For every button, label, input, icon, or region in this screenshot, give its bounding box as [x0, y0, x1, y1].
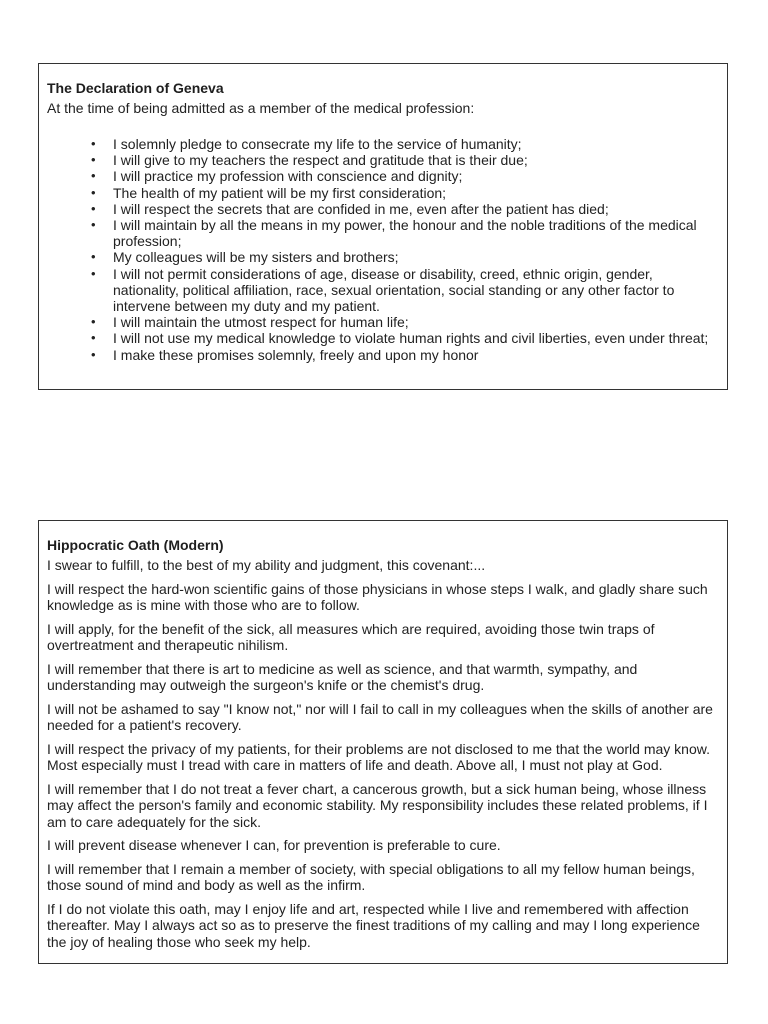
- pledge-item: [91, 314, 719, 330]
- geneva-title: The Declaration of Geneva: [47, 80, 224, 96]
- bullet-icon: •: [91, 330, 96, 346]
- oath-paragraph: I will remember that I do not treat a fever chart, a cancerous growth, but a sick human being, whose illness may affect the person's family and economic stability. My responsibility includes these related problems, if I am to care adequately for the sick.: [47, 780, 708, 830]
- oath-paragraph: If I do not violate this oath, may I enjoy life and art, respected while I live and remembered with affection thereafter. May I always act so as to preserve the finest traditions of my calling and may I long experience the joy of healing those who seek my help.: [47, 900, 700, 950]
- pledge-text: I will not permit considerations of age, disease or disability, creed, ethnic origin, gender, nationality, political affiliation, race, sexual orientation, social standing or any other factor to intervene between my duty and my patient.: [113, 265, 675, 315]
- oath-paragraph: I will apply, for the benefit of the sick, all measures which are required, avoiding those twin traps of overtreatment and therapeutic nihilism.: [47, 620, 655, 653]
- declaration-of-geneva-box: [38, 63, 728, 390]
- pledge-text: I make these promises solemnly, freely and upon my honor: [113, 346, 479, 363]
- pledge-text: I will not use my medical knowledge to violate human rights and civil liberties, even under threat;: [113, 330, 709, 347]
- pledge-text: The health of my patient will be my first consideration;: [113, 184, 447, 201]
- oath-paragraph: I will prevent disease whenever I can, for prevention is preferable to cure.: [47, 837, 501, 853]
- bullet-icon: •: [91, 184, 96, 200]
- bullet-icon: •: [91, 136, 96, 151]
- bullet-icon: •: [91, 152, 96, 168]
- oath-paragraph: I will respect the hard-won scientific gains of those physicians in whose steps I walk, and gladly share such knowledge as is mine with those who are to follow.: [47, 580, 708, 613]
- pledge-text: I solemnly pledge to consecrate my life to the service of humanity;: [113, 136, 522, 152]
- pledge-item: [91, 136, 719, 152]
- bullet-icon: •: [91, 314, 96, 330]
- bullet-icon: •: [91, 217, 96, 233]
- oath-paragraph: I will remember that there is art to medicine as well as science, and that warmth, sympathy, and understanding may outweigh the surgeon's knife or the chemist's drug.: [47, 660, 638, 693]
- pledge-text: My colleagues will be my sisters and brothers;: [113, 249, 399, 266]
- pledge-text: I will practice my profession with conscience and dignity;: [113, 168, 463, 185]
- pledge-item: [91, 217, 719, 249]
- pledge-item: [91, 249, 719, 265]
- bullet-icon: •: [91, 265, 96, 281]
- oath-paragraph: I will remember that I remain a member of society, with special obligations to all my fellow human beings, those sound of mind and body as well as the infirm.: [47, 860, 695, 893]
- pledge-item: [91, 168, 719, 184]
- pledge-text: I will give to my teachers the respect and gratitude that is their due;: [113, 152, 528, 169]
- bullet-icon: •: [91, 168, 96, 184]
- pledge-item: [91, 330, 719, 346]
- hippocratic-oath-box: [38, 520, 728, 964]
- pledge-item: [91, 185, 719, 201]
- bullet-icon: •: [91, 346, 96, 362]
- oath-title: Hippocratic Oath (Modern): [47, 537, 224, 553]
- oath-paragraph: I swear to fulfill, to the best of my ability and judgment, this covenant:...: [47, 557, 486, 573]
- pledge-text: I will maintain by all the means in my power, the honour and the noble traditions of the medical profession;: [113, 217, 697, 250]
- bullet-icon: •: [91, 249, 96, 265]
- pledge-item: [91, 266, 719, 315]
- pledge-text: I will respect the secrets that are confided in me, even after the patient has died;: [113, 200, 609, 217]
- pledge-item: [91, 201, 719, 217]
- oath-paragraph: I will respect the privacy of my patients, for their problems are not disclosed to me that the world may know. Most especially must I tread with care in matters of life and death. Above all, I must not play at God.: [47, 740, 710, 773]
- pledge-item: [91, 347, 719, 363]
- bullet-icon: •: [91, 200, 96, 216]
- pledge-item: [91, 152, 719, 168]
- oath-paragraph: I will not be ashamed to say "I know not," nor will I fail to call in my colleagues when the skills of another are needed for a patient's recovery.: [47, 700, 713, 733]
- pledge-text: I will maintain the utmost respect for human life;: [113, 314, 409, 331]
- geneva-pledge-list: [47, 136, 719, 363]
- geneva-intro: At the time of being admitted as a member of the medical profession:: [47, 100, 475, 116]
